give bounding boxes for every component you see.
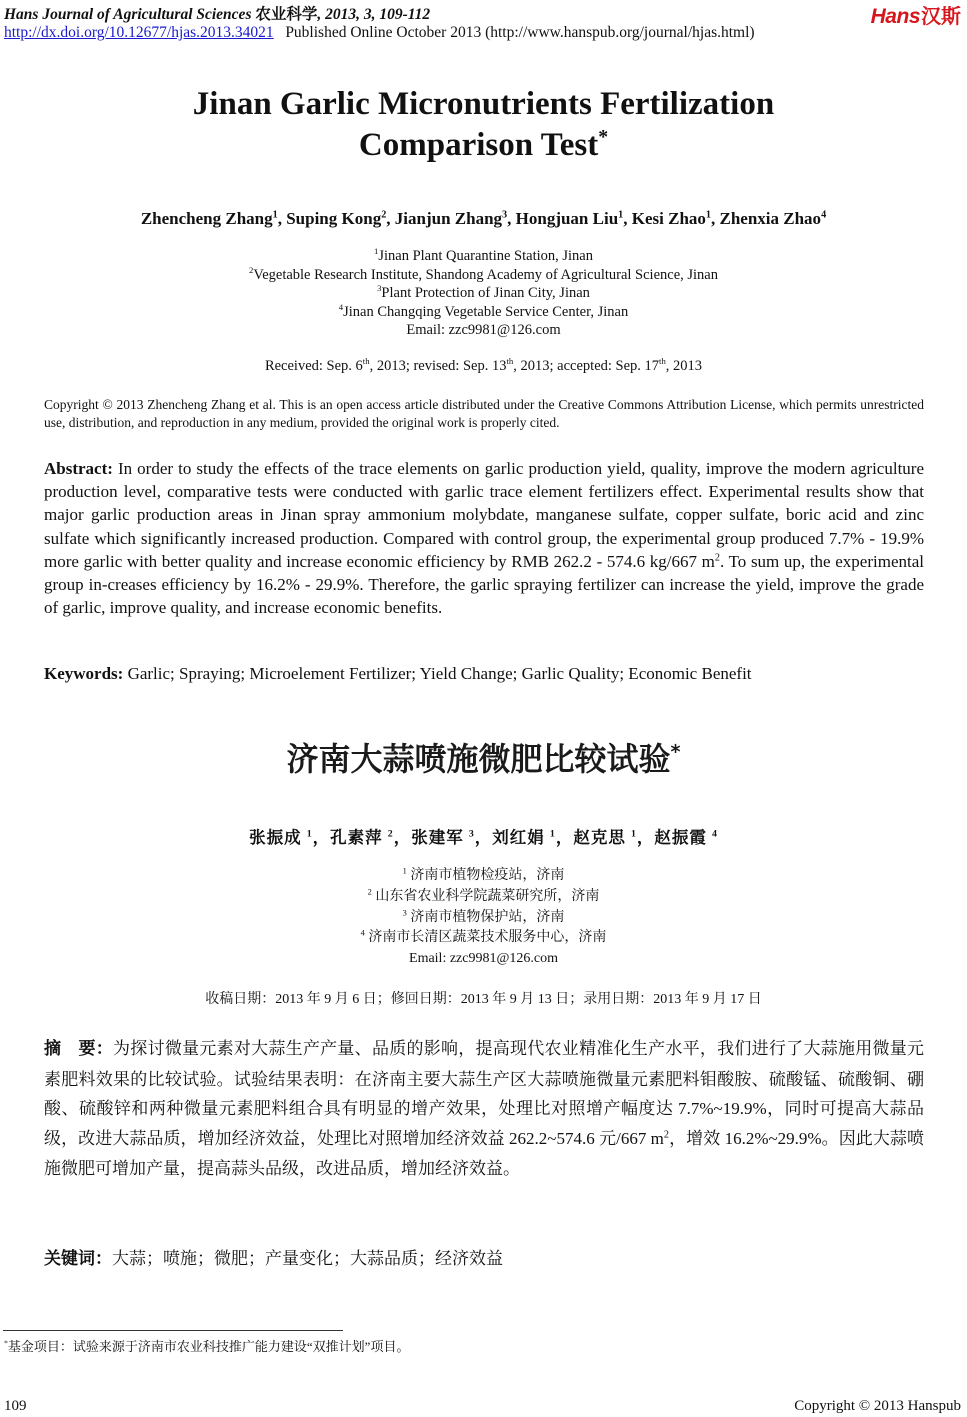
logo-text-en: Hans <box>870 5 920 28</box>
author: Jianjun Zhang$^3$ <box>394 209 508 228</box>
email-cn: Email: zzc9981@126.com <box>409 951 558 967</box>
affiliation: $^1$Jinan Plant Quarantine Station, Jinan <box>374 246 593 264</box>
author: 张建军 $^3$ <box>411 828 475 847</box>
received-dates-en: Received: Sep. 6th, 2013; revised: Sep. 13th, 2013; accepted: Sep. 17th, 2013 <box>264 356 703 374</box>
author: Kesi Zhao$^1$ <box>631 209 711 228</box>
journal-name-en: Hans Journal of Agricultural Sciences <box>4 6 252 23</box>
author: Zhencheng Zhang$^1$ <box>140 209 278 228</box>
abstract-cn: 摘 要：为探讨微量元素对大蒜生产产量、品质的影响，提高现代农业精准化生产水平，我们进行了大蒜施用微量元素肥料效果的比较试验。试验结果表明：在济南主要大蒜生产区大蒜喷施微量元素肥料钼酸胺、硫酸锰、硫酸铜、硼酸、硫酸锌和两种微量元素肥料组合具有明显的增产效果，处理比对照增产幅度达 7.7%~19.9%，同时可提高大蒜品级，改进大蒜品质，增加经济效益，处理比对照增加经济效益 262.2~574.6 元/667 $m^2$，增效 16.2%~29.9%。因此大蒜喷施微肥可增加产量，提高蒜头品级，改进品质，增加经济效益。 <box>44 1039 925 1178</box>
page-number: 109 <box>4 1398 27 1414</box>
title-cn-text: 济南大蒜喷施微肥比较试验 <box>286 740 671 778</box>
abstract-cn-label: 摘 要： <box>44 1039 114 1059</box>
author: 张振成 $^1$ <box>249 828 313 847</box>
published-online: Published Online October 2013 (http://www.hanspub.org/journal/hjas.html) <box>285 24 755 41</box>
footer-copyright: Copyright © 2013 Hanspub <box>794 1398 961 1414</box>
paper-title-en <box>0 84 967 166</box>
paper-title-cn <box>0 734 967 780</box>
affiliations-en <box>0 247 967 340</box>
title-cn-footnote-mark: * <box>670 740 681 764</box>
affiliation: $^3$ 济南市植物保护站，济南 <box>402 907 565 925</box>
journal-issue: , 2013, 3, 109-112 <box>317 6 431 23</box>
keywords-cn <box>44 1244 924 1269</box>
author: Hongjuan Liu$^1$ <box>515 209 624 228</box>
author: 刘红娟 $^1$ <box>492 828 556 847</box>
keywords-text: Garlic; Spraying; Microelement Fertilizer; Yield Change; Garlic Quality; Economic Benefit <box>123 664 752 683</box>
authors-en: Zhencheng Zhang$^1$, Suping Kong$^2$, Jianjun Zhang$^3$, Hongjuan Liu$^1$, Kesi Zhao$^1$, Zhenxia Zhao$^4$ <box>140 209 827 228</box>
keywords-cn-text: 大蒜；喷施；微肥；产量变化；大蒜品质；经济效益 <box>112 1249 503 1268</box>
affiliation: $^4$ 济南市长清区蔬菜技术服务中心，济南 <box>360 928 607 946</box>
keywords-en <box>44 664 924 684</box>
received-dates-cn: 收稿日期：2013 年 9 月 6 日；修回日期：2013 年 9 月 13 日；录用日期：2013 年 9 月 17 日 <box>205 992 762 1007</box>
affiliations-cn <box>0 866 967 970</box>
abstract-cn-text-2: ，增效 16.2%~29.9%。因此大蒜喷施微肥可增加产量，提高蒜头品级，改进品质，增加经济效益。 <box>44 1129 924 1178</box>
title-line-2-text: Comparison Test <box>358 127 599 163</box>
doi-link[interactable]: http://dx.doi.org/10.12677/hjas.2013.34021 <box>4 24 274 41</box>
author: 孔素萍 $^2$ <box>330 828 394 847</box>
abstract-cn-text-1: 为探讨微量元素对大蒜生产产量、品质的影响，提高现代农业精准化生产水平，我们进行了大蒜施用微量元素肥料效果的比较试验。试验结果表明：在济南主要大蒜生产区大蒜喷施微量元素肥料钼酸胺、硫酸锰、硫酸铜、硼酸、硫酸锌和两种微量元素肥料组合具有明显的增产效果，处理比对照增产幅度达 7.7%~19.9%，同时可提高大蒜品级，改进大蒜品质，增加经济效益，处理比对照增加经济效益 262.2~574.6 元/667 m <box>44 1039 925 1149</box>
affiliation: $^2$Vegetable Research Institute, Shandong Academy of Agricultural Science, Jinan <box>248 264 718 283</box>
abstract-text-2: . To sum up, the experimental group in-creases efficiency by 16.2% - 29.9%. Therefore, the garlic spraying fertilizer can increase the yield, improve the grade of garlic, improve quality, and increase economic benefits. <box>44 551 924 618</box>
footnote-divider <box>3 1330 343 1331</box>
title-line-2 <box>0 125 967 166</box>
publisher-logo <box>871 0 961 29</box>
copyright-notice: Copyright © 2013 Zhencheng Zhang et al. This is an open access article distributed under the Creative Commons Attribution License, which permits unrestricted use, distribution, and reproduction in any medium, provided the original work is properly cited. <box>44 397 924 430</box>
email-en: Email: zzc9981@126.com <box>406 322 561 338</box>
author: Zhenxia Zhao$^4$ <box>719 209 827 228</box>
footnote-mark: * <box>4 1338 8 1348</box>
abstract-en: Abstract: In order to study the effects of the trace elements on garlic production yield, quality, improve the modern agriculture production level, comparative tests were conducted with garlic trace element fertilizers effect. Experimental results show that major garlic production areas in Jinan spray ammonium molybdate, manganese sulfate, copper sulfate, boric acid and zinc sulfate which significantly increased production. Compared with control group, the experimental group produced 7.7% - 19.9% more garlic with better quality and increase economic efficiency by RMB 262.2 - 574.6 kg/667 $m^2$. To sum up, the experimental group in-creases efficiency by 16.2% - 29.9%. Therefore, the garlic spraying fertilizer can increase the yield, improve the grade of garlic, improve quality, and increase economic benefits. <box>44 459 924 618</box>
author: Suping Kong$^2$ <box>286 209 387 228</box>
journal-name-cn: 农业科学 <box>255 6 318 23</box>
affiliation: $^1$ 济南市植物检疫站，济南 <box>402 866 565 883</box>
funding-footnote <box>4 1336 409 1355</box>
title-footnote-mark: * <box>598 126 609 148</box>
doi-line <box>4 24 755 42</box>
author: 赵振霞 $^4$ <box>654 828 718 847</box>
affiliation: $^3$Plant Protection of Jinan City, Jinan <box>377 283 590 301</box>
authors-cn: 张振成 $^1$，孔素萍 $^2$，张建军 $^3$，刘红娟 $^1$，赵克思 $^1$，赵振霞 $^4$ <box>249 828 718 847</box>
footnote-text: 基金项目：试验来源于济南市农业科技推广能力建设“双推计划”项目。 <box>7 1339 410 1354</box>
journal-header <box>4 2 430 24</box>
abstract-label: Abstract: <box>44 459 113 478</box>
affiliation: $^2$ 山东省农业科学院蔬菜研究所，济南 <box>367 887 600 904</box>
keywords-label: Keywords: <box>44 664 124 683</box>
title-line-1: Jinan Garlic Micronutrients Fertilization <box>192 86 775 122</box>
abstract-text-1: In order to study the effects of the trace elements on garlic production yield, quality, improve the modern agriculture production level, comparative tests were conducted with garlic trace element fertilizers effect. Experimental results show that major garlic production areas in Jinan spray ammonium molybdate, manganese sulfate, copper sulfate, boric acid and zinc sulfate which significantly increased production. Compared with control group, the experimental group produced 7.7% - 19.9% more garlic with better quality and increase economic efficiency by RMB 262.2 - 574.6 kg/667 m <box>44 459 924 571</box>
logo-text-cn: 汉斯 <box>921 6 961 28</box>
affiliation: $^4$Jinan Changqing Vegetable Service Center, Jinan <box>338 301 629 320</box>
keywords-cn-label: 关键词： <box>44 1249 112 1269</box>
author: 赵克思 $^1$ <box>573 828 637 847</box>
